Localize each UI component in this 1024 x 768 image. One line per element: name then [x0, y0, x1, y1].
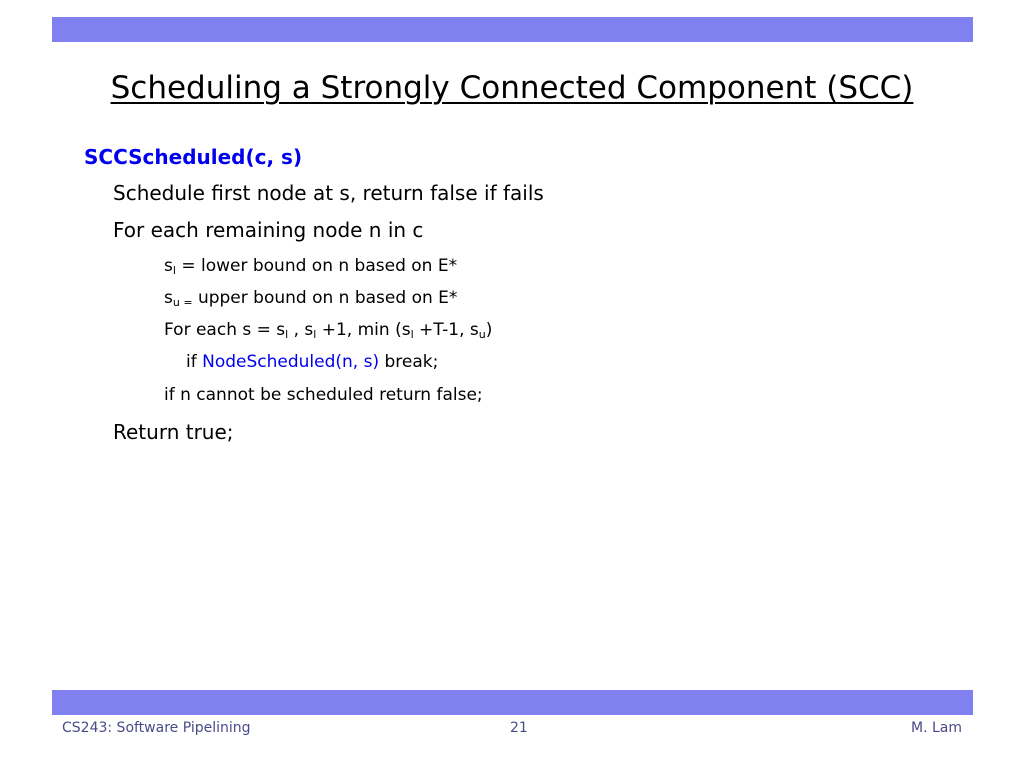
for-s-sub-2: l [313, 328, 317, 341]
step-cannot-schedule: if n cannot be scheduled return false; [164, 385, 483, 405]
step-schedule-first-node: Schedule first node at s, return false if fails [113, 181, 544, 205]
for-s-sub-1: l [285, 328, 289, 341]
break-statement: break; [379, 352, 439, 372]
for-s-part-5: ) [485, 320, 493, 340]
for-s-part-4: +T-1, s [413, 320, 479, 340]
step-for-each-remaining-node: For each remaining node n in c [113, 218, 424, 242]
step-return-true: Return true; [113, 420, 234, 444]
for-s-part-1: For each s = s [164, 320, 286, 340]
for-s-part-2: , s [288, 320, 314, 340]
step-lower-bound [164, 256, 457, 276]
footer-author: M. Lam [911, 720, 962, 736]
node-scheduled-call: NodeScheduled(n, s) [202, 352, 380, 372]
footer-bar [52, 690, 973, 715]
function-signature: SCCScheduled(c, s) [84, 145, 303, 169]
slide-title: Scheduling a Strongly Connected Component (SCC) [110, 70, 914, 106]
if-keyword: if [186, 352, 203, 372]
su-base: s [164, 288, 173, 308]
su-rest: upper bound on n based on E* [192, 288, 458, 308]
step-if-node-scheduled [186, 352, 438, 372]
for-s-part-3: +1, min (s [316, 320, 411, 340]
step-for-each-s [164, 320, 492, 340]
for-s-sub-3: l [410, 328, 414, 341]
su-subscript: u = [172, 296, 193, 309]
footer-page-number: 21 [510, 720, 528, 736]
header-bar [52, 17, 973, 42]
for-s-sub-4: u [478, 328, 486, 341]
sl-subscript: l [172, 264, 176, 277]
sl-rest: = lower bound on n based on E* [175, 256, 458, 276]
sl-base: s [164, 256, 173, 276]
step-upper-bound [164, 288, 457, 308]
footer-course-title: CS243: Software Pipelining [62, 720, 251, 736]
